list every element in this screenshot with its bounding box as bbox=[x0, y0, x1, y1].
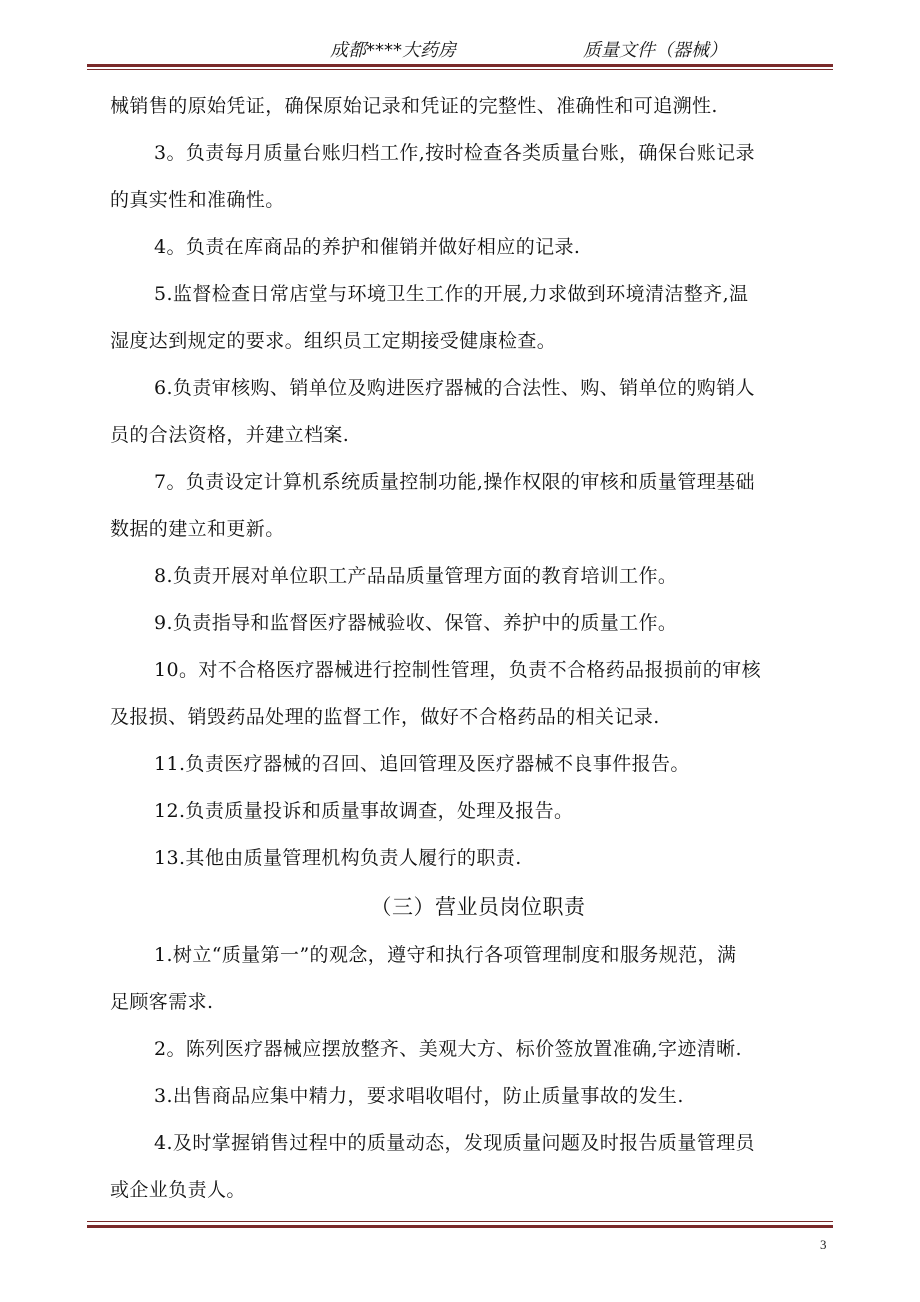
document-body bbox=[110, 83, 826, 1214]
paragraph-line: 4.及时掌握销售过程中的质量动态，发现质量问题及时报告质量管理员 bbox=[154, 1132, 755, 1154]
paragraph-line: 6.负责审核购、销单位及购进医疗器械的合法性、购、销单位的购销人 bbox=[154, 377, 755, 399]
paragraph-line: 5.监督检查日常店堂与环境卫生工作的开展,力求做到环境清洁整齐,温 bbox=[154, 283, 749, 305]
paragraph-line: 3.出售商品应集中精力，要求唱收唱付，防止质量事故的发生. bbox=[154, 1085, 684, 1107]
paragraph-line: 械销售的原始凭证，确保原始记录和凭证的完整性、准确性和可追溯性. bbox=[110, 95, 718, 117]
paragraph-line: 员的合法资格，并建立档案. bbox=[110, 424, 350, 446]
paragraph-line: 3。负责每月质量台账归档工作,按时检查各类质量台账，确保台账记录 bbox=[154, 142, 755, 164]
header-rule-thin bbox=[87, 69, 833, 70]
page-header bbox=[0, 36, 920, 60]
paragraph-line: 2。陈列医疗器械应摆放整齐、美观大方、标价签放置准确,字迹清晰. bbox=[154, 1038, 742, 1060]
header-rule-thick bbox=[87, 64, 833, 67]
paragraph-line: 足顾客需求. bbox=[110, 991, 214, 1013]
section-title: （三）营业员岗位职责 bbox=[370, 895, 586, 919]
footer-rule-thin bbox=[87, 1221, 833, 1222]
page-number: 3 bbox=[820, 1237, 827, 1252]
header-company: 成都****大药房 bbox=[330, 40, 456, 61]
paragraph-line: 9.负责指导和监督医疗器械验收、保管、养护中的质量工作。 bbox=[154, 612, 678, 634]
paragraph-line: 10。对不合格医疗器械进行控制性管理，负责不合格药品报损前的审核 bbox=[154, 659, 761, 681]
paragraph-line: 4。负责在库商品的养护和催销并做好相应的记录. bbox=[154, 236, 581, 258]
header-doc-title: 质量文件（器械） bbox=[583, 40, 727, 61]
paragraph-line: 湿度达到规定的要求。组织员工定期接受健康检查。 bbox=[110, 330, 557, 352]
paragraph-line: 及报损、销毁药品处理的监督工作，做好不合格药品的相关记录. bbox=[110, 706, 660, 728]
paragraph-line: 数据的建立和更新。 bbox=[110, 518, 285, 540]
paragraph-line: 13.其他由质量管理机构负责人履行的职责. bbox=[154, 847, 522, 869]
paragraph-line: 的真实性和准确性。 bbox=[110, 189, 285, 211]
footer-rule-thick bbox=[87, 1225, 833, 1228]
paragraph-line: 8.负责开展对单位职工产品品质量管理方面的教育培训工作。 bbox=[154, 565, 678, 587]
paragraph-line: 11.负责医疗器械的召回、追回管理及医疗器械不良事件报告。 bbox=[154, 753, 690, 775]
paragraph-line: 或企业负责人。 bbox=[110, 1179, 246, 1201]
paragraph-line: 7。负责设定计算机系统质量控制功能,操作权限的审核和质量管理基础 bbox=[154, 471, 755, 493]
paragraph-line: 12.负责质量投诉和质量事故调查，处理及报告。 bbox=[154, 800, 574, 822]
paragraph-line: 1.树立“质量第一”的观念，遵守和执行各项管理制度和服务规范，满 bbox=[154, 944, 737, 966]
